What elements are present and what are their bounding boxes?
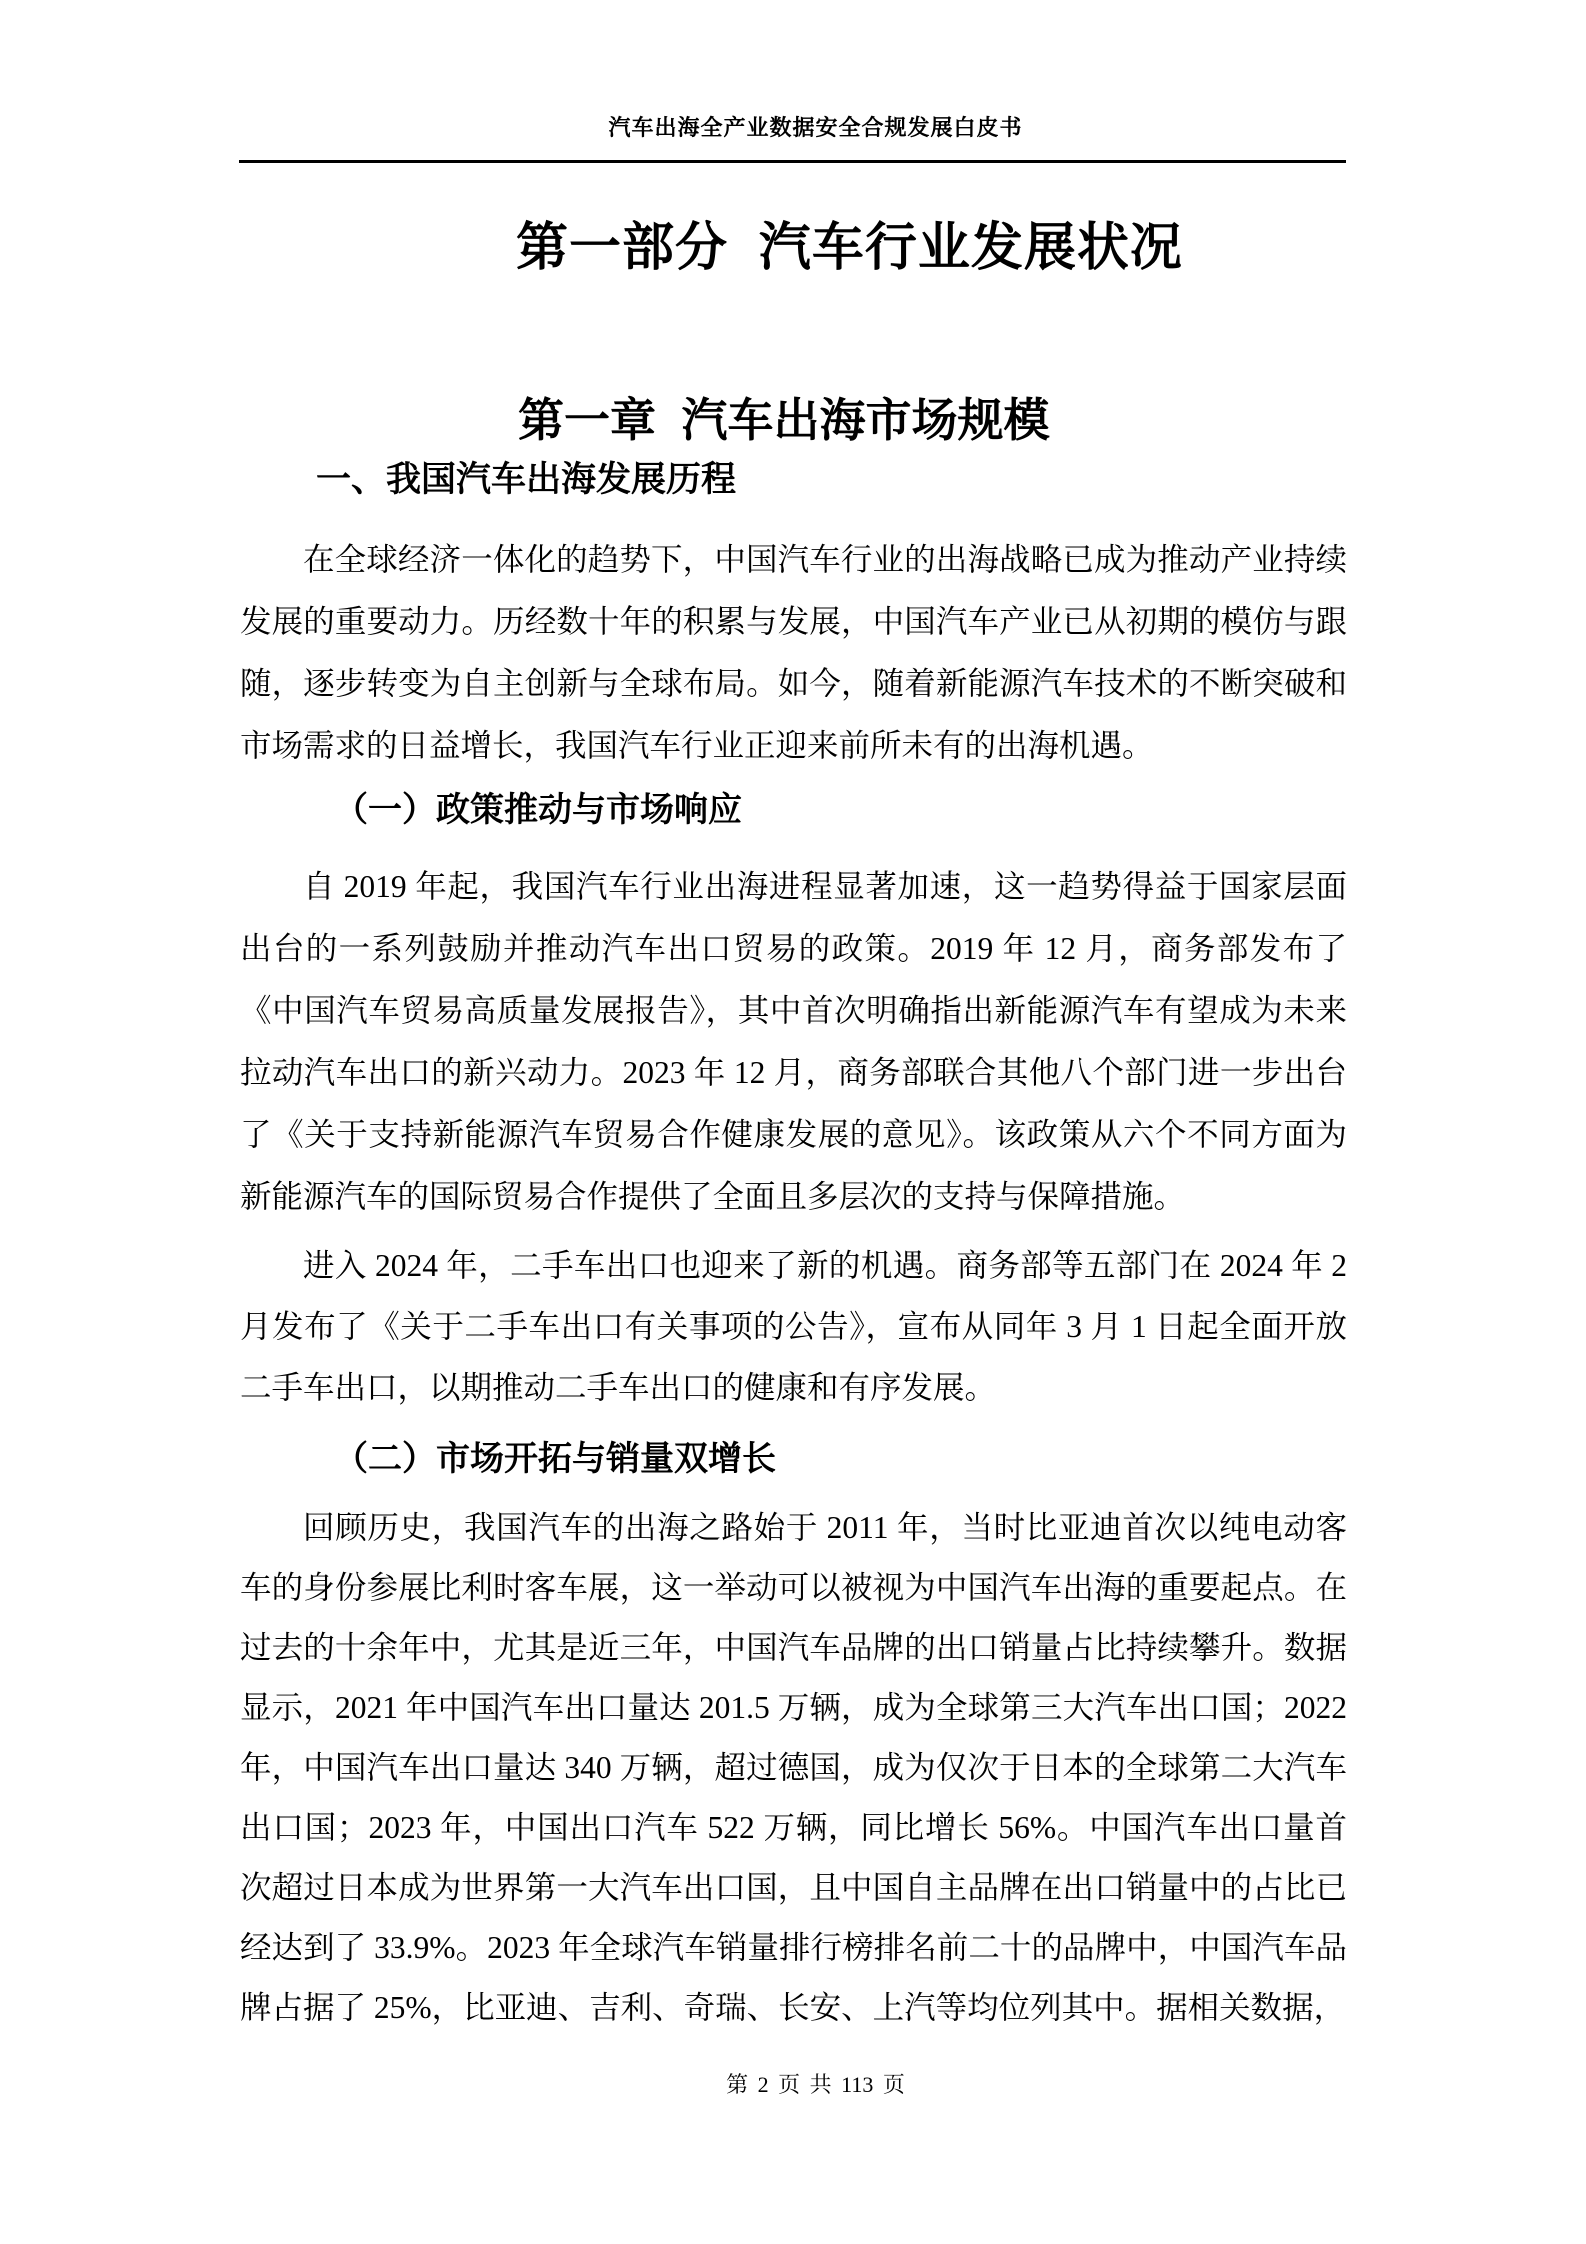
- header-rule: [239, 160, 1346, 163]
- chapter-title: 第一章 汽车出海市场规模: [518, 394, 1050, 446]
- subsection-heading-policy: （一）政策推动与市场响应: [334, 791, 742, 829]
- section-heading: 一、我国汽车出海发展历程: [316, 460, 737, 499]
- paragraph-policy: 自 2019 年起，我国汽车行业出海进程显著加速，这一趋势得益于国家层面出台的一系列鼓励并推动汽车出口贸易的政策。2019 年 12 月，商务部发布了《中国汽车贸易高质量发展报告》，其中首次明确指出新能源汽车有望成为未来拉动汽车出口的新兴动力。2023 年 12 月，商务部联合其他八个部门进一步出台了《关于支持新能源汽车贸易合作健康发展的意见》。该政策从六个不同方面为新能源汽车的国际贸易合作提供了全面且多层次的支持与保障措施。: [240, 869, 1347, 1214]
- part-title: 第一部分 汽车行业发展状况: [516, 219, 1183, 277]
- subsection-heading-market: （二）市场开拓与销量双增长: [334, 1440, 776, 1478]
- paragraph-market-growth: 回顾历史，我国汽车的出海之路始于 2011 年，当时比亚迪首次以纯电动客车的身份参展比利时客车展，这一举动可以被视为中国汽车出海的重要起点。在过去的十余年中，尤其是近三年，中国汽车品牌的出口销量占比持续攀升。数据显示，2021 年中国汽车出口量达 201.5 万辆，成为全球第三大汽车出口国；2022 年，中国汽车出口量达 340 万辆，超过德国，成为仅次于日本的全球第二大汽车出口国；2023 年，中国出口汽车 522 万辆，同比增长 56%。中国汽车出口量首次超过日本成为世界第一大汽车出口国，且中国自主品牌在出口销量中的占比已经达到了 33.9%。2023 年全球汽车销量排行榜排名前二十的品牌中，中国汽车品牌占据了 25%，比亚迪、吉利、奇瑞、长安、上汽等均位列其中。据相关数据，: [240, 1510, 1347, 2025]
- page-number: 第 2 页 共 113 页: [726, 2072, 905, 2097]
- paragraph-used-car-export: 进入 2024 年，二手车出口也迎来了新的机遇。商务部等五部门在 2024 年 2 月发布了《关于二手车出口有关事项的公告》，宣布从同年 3 月 1 日起全面开放二手车出口，以期推动二手车出口的健康和有序发展。: [240, 1248, 1347, 1405]
- running-header: 汽车出海全产业数据安全合规发展白皮书: [608, 115, 1023, 140]
- paragraph-intro: 在全球经济一体化的趋势下，中国汽车行业的出海战略已成为推动产业持续发展的重要动力。历经数十年的积累与发展，中国汽车产业已从初期的模仿与跟随，逐步转变为自主创新与全球布局。如今，随着新能源汽车技术的不断突破和市场需求的日益增长，我国汽车行业正迎来前所未有的出海机遇。: [240, 542, 1347, 763]
